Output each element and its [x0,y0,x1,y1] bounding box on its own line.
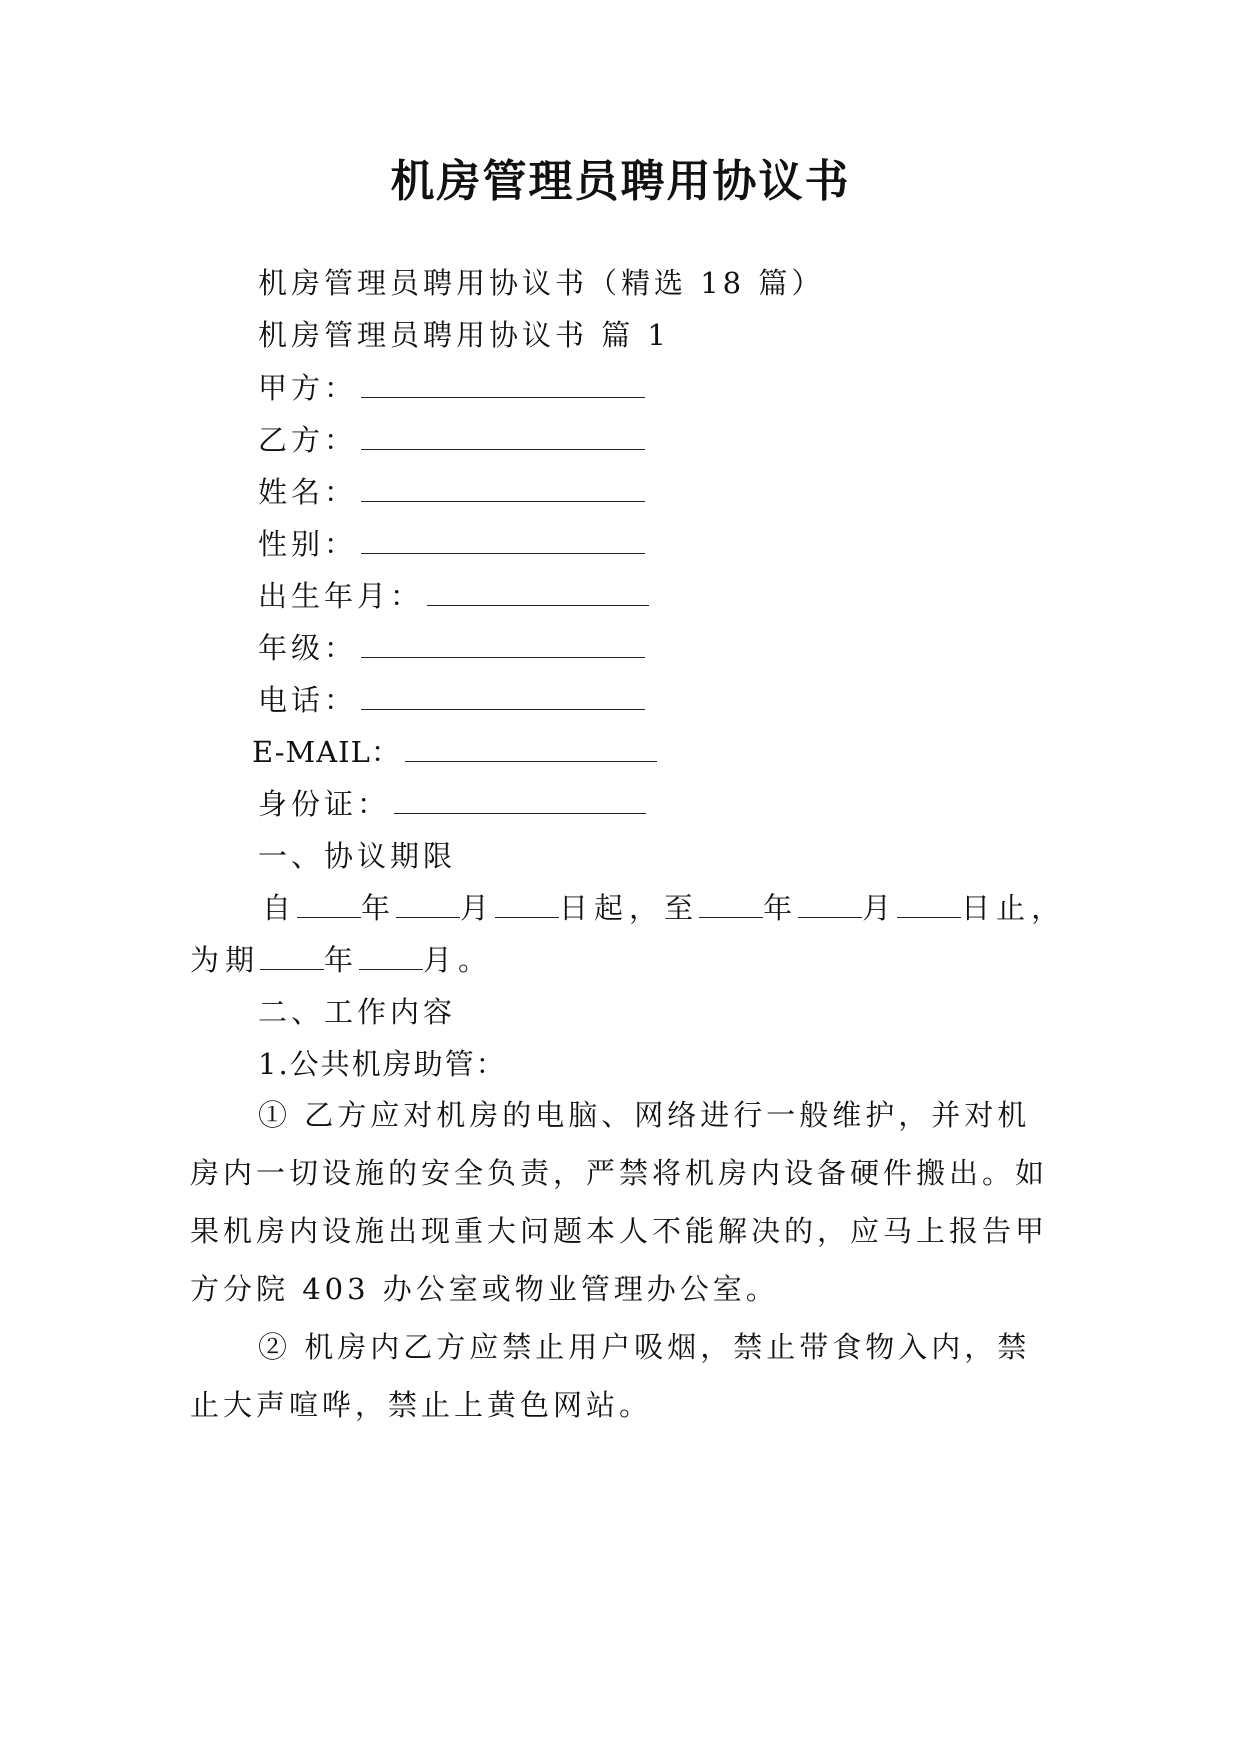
field-label: E-MAIL： [252,735,401,769]
term-text: 自 [262,891,298,925]
blank-line [427,577,649,606]
item1-heading: 1.公共机房助管： [258,1047,507,1081]
section-heading: 机房管理员聘用协议书 篇 1 [258,318,670,352]
term-text: 为期 [190,943,261,977]
term-text: 月 [862,891,898,925]
blank-line [361,681,645,710]
field-label: 甲方： [258,371,358,405]
field-id-card [258,784,646,824]
field-label: 姓名： [258,475,358,509]
blank-line [897,891,961,918]
term-line-2 [190,940,493,980]
blank-line [396,891,460,918]
part2-heading: 二、工作内容 [258,995,457,1029]
blank-line [405,733,657,762]
term-text: 月 [460,891,496,925]
field-label: 出生年月： [258,579,424,613]
field-label: 身份证： [258,787,391,821]
field-party-b [258,420,645,460]
blank-line [394,785,646,814]
term-text: 月。 [423,943,494,977]
paragraph-maintenance: ① 乙方应对机房的电脑、网络进行一般维护，并对机房内一切设施的安全负责，严禁将机房内设备硬件搬出。如果机房内设施出现重大问题本人不能解决的，应马上报告甲方分院 403 办公室或物业管理办公室。 [190,1098,1049,1306]
field-name [258,472,645,512]
field-label: 乙方： [258,423,358,457]
blank-line [359,943,423,970]
paragraph-rules: ② 机房内乙方应禁止用户吸烟，禁止带食物入内，禁止大声喧哗，禁止上黄色网站。 [190,1330,1031,1422]
term-text: 年 [324,943,360,977]
field-grade [258,628,645,668]
blank-line [495,891,559,918]
field-phone [258,680,645,720]
blank-line [361,369,645,398]
field-email [252,732,657,772]
term-text: 日起，至 [559,891,700,925]
field-label: 年级： [258,631,358,665]
document-subtitle: 机房管理员聘用协议书（精选 18 篇） [258,266,825,300]
field-birth [258,576,649,616]
blank-line [361,473,645,502]
document-title: 机房管理员聘用协议书 [390,156,851,207]
blank-line [260,943,324,970]
blank-line [297,891,361,918]
field-party-a [258,368,645,408]
term-text: 日止， [961,891,1067,925]
blank-line [798,891,862,918]
field-label: 性别： [258,527,358,561]
part1-heading: 一、协议期限 [258,839,457,873]
blank-line [361,629,645,658]
blank-line [699,891,763,918]
blank-line [361,421,645,450]
term-line-1 [262,888,1066,928]
blank-line [361,525,645,554]
field-gender [258,524,645,564]
field-label: 电话： [258,683,358,717]
term-text: 年 [763,891,799,925]
term-text: 年 [361,891,397,925]
